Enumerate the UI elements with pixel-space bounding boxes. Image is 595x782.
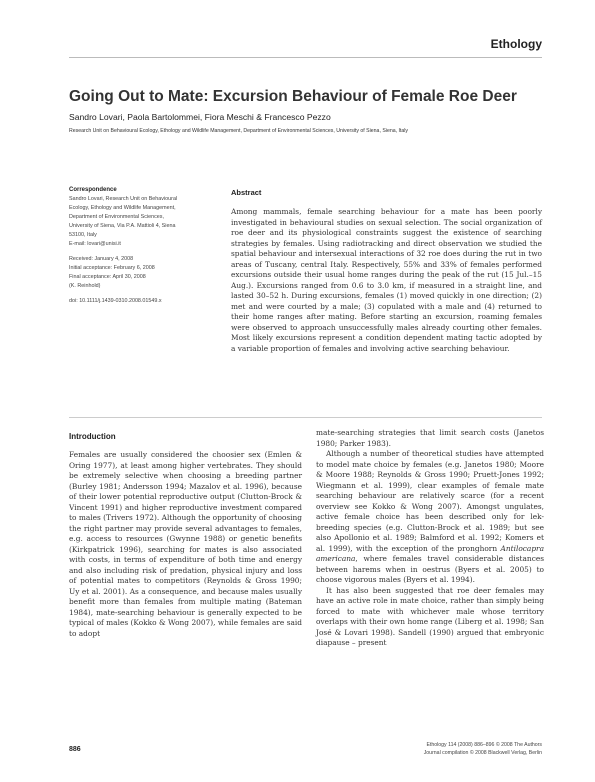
correspondence-email[interactable]: E-mail: lovari@unisi.it xyxy=(69,241,121,247)
correspondence-block xyxy=(69,186,219,249)
correspondence-label: Correspondence xyxy=(69,187,117,193)
header-divider xyxy=(69,57,542,58)
body-column-left xyxy=(69,450,302,639)
doi-block xyxy=(69,297,219,306)
affiliation: Research Unit on Behavioural Ecology, Ethology and Wildlife Management, Department of Environmental Sciences, University of Siena, Siena, Italy xyxy=(69,128,408,134)
page-number: 886 xyxy=(69,746,81,753)
author-list: Sandro Lovari, Paola Bartolommei, Fiora Meschi & Francesco Pezzo xyxy=(69,112,331,122)
correspondence-line: Ecology, Ethology and Wildlife Management, xyxy=(69,205,176,211)
editor: (K. Reinhold) xyxy=(69,283,101,289)
species-name: Antilocapra americana xyxy=(316,543,544,563)
body-column-right xyxy=(316,428,544,649)
body-paragraph xyxy=(316,449,544,586)
citation-footer xyxy=(424,742,542,757)
final-acceptance-date: Final acceptance: April 30, 2008 xyxy=(69,274,146,280)
correspondence-line: University of Siena, Via P.A. Mattioli 4, Siena xyxy=(69,223,176,229)
dates-block xyxy=(69,255,219,291)
journal-name: Ethology xyxy=(490,37,542,51)
copyright-line: Journal compilation © 2008 Blackwell Verlag, Berlin xyxy=(423,749,542,756)
body-text: , where females travel considerable distances between harems when in oestrus (Byers et al. 2005) to choose vigorous males (Byers et al. 1994). xyxy=(316,554,544,584)
body-paragraph: It has also been suggested that roe deer females may have an active role in mate choice, rather than simply being forced to mate with whichever male whose territory overlaps with their own home range (Liberg et al. 1998; San José & Lovari 1998). Sandell (1990) argued that embryonic diapause – present xyxy=(316,585,544,647)
body-text: Although a number of theoretical studies have attempted to model mate choice by females (e.g. Janetos 1980; Moore & Moore 1988; Reynolds & Gross 1990; Pruett-Jones 1992; Wiegmann et al. 1999), clear examples of female mate searching behaviour are relatively scarce (for a recent overview see Kokko & Wong 2007). Amongst ungulates, active female choice has been described only for lek-breeding species (e.g. Clutton-Brock et al. 1989; but see also Apollonio et al. 1989; Balmford et al. 1992; Komers et al. 1999), with the exception of the pronghorn xyxy=(316,449,544,553)
citation-line: Ethology 114 (2008) 886–896 © 2008 The Authors xyxy=(426,742,542,748)
correspondence-line: Department of Environmental Sciences, xyxy=(69,214,164,220)
initial-acceptance-date: Initial acceptance: February 6, 2008 xyxy=(69,265,155,271)
body-paragraph: mate-searching strategies that limit search costs (Janetos 1980; Parker 1983). xyxy=(316,428,544,448)
article-title: Going Out to Mate: Excursion Behaviour of Female Roe Deer xyxy=(69,88,517,105)
abstract-heading: Abstract xyxy=(231,188,262,197)
correspondence-line: Sandro Lovari, Research Unit on Behavioural xyxy=(69,196,178,202)
abstract-text: Among mammals, female searching behaviour for a mate has been poorly investigated in behavioural studies on sexual selection. The social organization of roe deer and its physiological constraints suggest the existence of searching strategies by females. Using radiotracking and direct observation we studied the spatial behaviour and intersexual interactions of 32 roe does during the rut in two areas of Tuscany, central Italy. Respectively, 55% and 33% of females performed excursions outside their usual home ranges during the peak of the rut (15 Jul.–15 Aug.). Excursions ranged from 0.6 to 3.0 km, if measured in a straight line, and lasted 30–52 h. During excursions, females (1) moved quickly in one direction; (2) met and were courted by a male; (3) copulated with a male and (4) returned to their home ranges after mating. Before starting an excursion, roaming females were observed to approach unsuccessfully males already courting other females. Most likely excursions represent a condition dependent mating tactic adopted by a variable proportion of females and involving active searching behaviour. xyxy=(231,207,542,353)
received-date: Received: January 4, 2008 xyxy=(69,256,134,262)
doi[interactable]: doi: 10.1111/j.1439-0310.2008.01549.x xyxy=(69,298,162,304)
introduction-heading: Introduction xyxy=(69,432,116,441)
section-divider xyxy=(69,417,542,418)
body-paragraph: Females are usually considered the choosier sex (Emlen & Oring 1977), at least among higher vertebrates. They should be extremely selective when choosing a breeding partner (Burley 1981; Andersson 1994; Mazalov et al. 1996), because of their lower potential reproductive output (Clutton-Brock & Vincent 1991) and higher reproductive investment compared to males (Trivers 1972). Although the opportunity of choosing the right partner may provide several advantages to females, e.g. access to resources (Gwynne 1988) or genetic benefits (Kirkpatrick 1996), searching for mates is also associated with costs, in terms of expenditure of both time and energy and also including risk of predation, physical injury and loss of potential mates to competitors (Reynolds & Gross 1990; Uy et al. 2001). As a consequence, and because males usually benefit more than females from multiple mating (Bateman 1984), mate-searching behaviour is generally expected to be typical of males (Kokko & Wong 2007), while females are said to adopt xyxy=(69,450,302,638)
article-info-sidebar xyxy=(69,186,219,312)
correspondence-line: 53100, Italy xyxy=(69,232,97,238)
